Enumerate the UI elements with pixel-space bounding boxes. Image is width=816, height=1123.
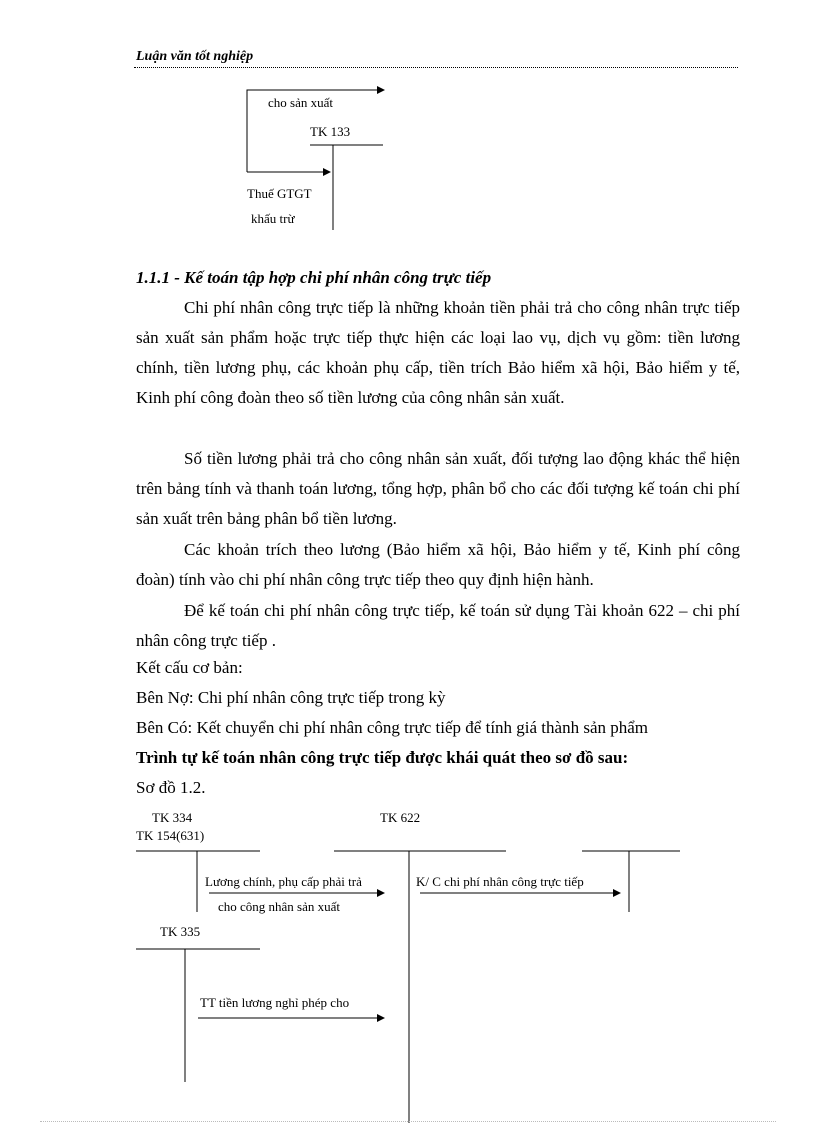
vat-label-line2: khấu trừ [251, 211, 295, 226]
structure-label: Kết cấu cơ bản: [136, 658, 243, 677]
debit-line: Bên Nợ: Chi phí nhân công trực tiếp trong kỳ [136, 688, 446, 707]
flow1-label-line1: Lương chính, phụ cấp phải trả [205, 874, 362, 889]
tk133-label: TK 133 [310, 124, 351, 139]
paragraph-2: Số tiền lương phải trả cho công nhân sản xuất, đối tượng lao động khác thể hiện trên bảng tính và thanh toán lương, tổng hợp, phân bổ cho các đối tượng kế toán chi phí sản xuất trên bảng phân bổ tiền lương. [136, 449, 740, 528]
tk154-label: TK 154(631) [136, 828, 205, 843]
tk334-label: TK 334 [152, 810, 193, 825]
sequence-line: Trình tự kế toán nhân công trực tiếp được khái quát theo sơ đồ sau: [136, 748, 629, 767]
top-arrow-label: cho sản xuất [268, 95, 333, 110]
running-header-title: Luận văn tốt nghiệp [136, 49, 254, 64]
paragraph-3: Các khoản trích theo lương (Bảo hiểm xã hội, Bảo hiểm y tế, Kinh phí công đoàn) tính vào chi phí nhân công trực tiếp theo quy định hiện hành. [136, 540, 740, 589]
flow2-label: K/ C chi phí nhân công trực tiếp [416, 874, 584, 889]
vat-label-line1: Thuế GTGT [247, 186, 312, 201]
flow1-label-line2: cho công nhân sản xuất [218, 899, 341, 914]
flow3-label: TT tiền lương nghỉ phép cho [200, 995, 350, 1010]
tk622-label: TK 622 [380, 810, 421, 825]
section-heading: 1.1.1 - Kế toán tập hợp chi phí nhân công trực tiếp [136, 268, 492, 287]
paragraph-1: Chi phí nhân công trực tiếp là những khoản tiền phải trả cho công nhân trực tiếp sản xuất sản phẩm hoặc trực tiếp thực hiện các loại lao vụ, dịch vụ gồm: tiền lương chính, tiền lương phụ, các khoản phụ cấp, tiền trích Bảo hiểm xã hội, Bảo hiểm y tế, Kinh phí công đoàn theo số tiền lương của công nhân sản xuất. [136, 298, 740, 407]
page-bottom-border [40, 1121, 776, 1122]
tk335-label: TK 335 [160, 924, 201, 939]
credit-line: Bên Có: Kết chuyển chi phí nhân công trực tiếp để tính giá thành sản phẩm [136, 718, 649, 737]
diagram-caption: Sơ đồ 1.2. [136, 778, 206, 797]
paragraph-4: Để kế toán chi phí nhân công trực tiếp, kế toán sử dụng Tài khoản 622 – chi phí nhân công trực tiếp . [136, 601, 740, 650]
